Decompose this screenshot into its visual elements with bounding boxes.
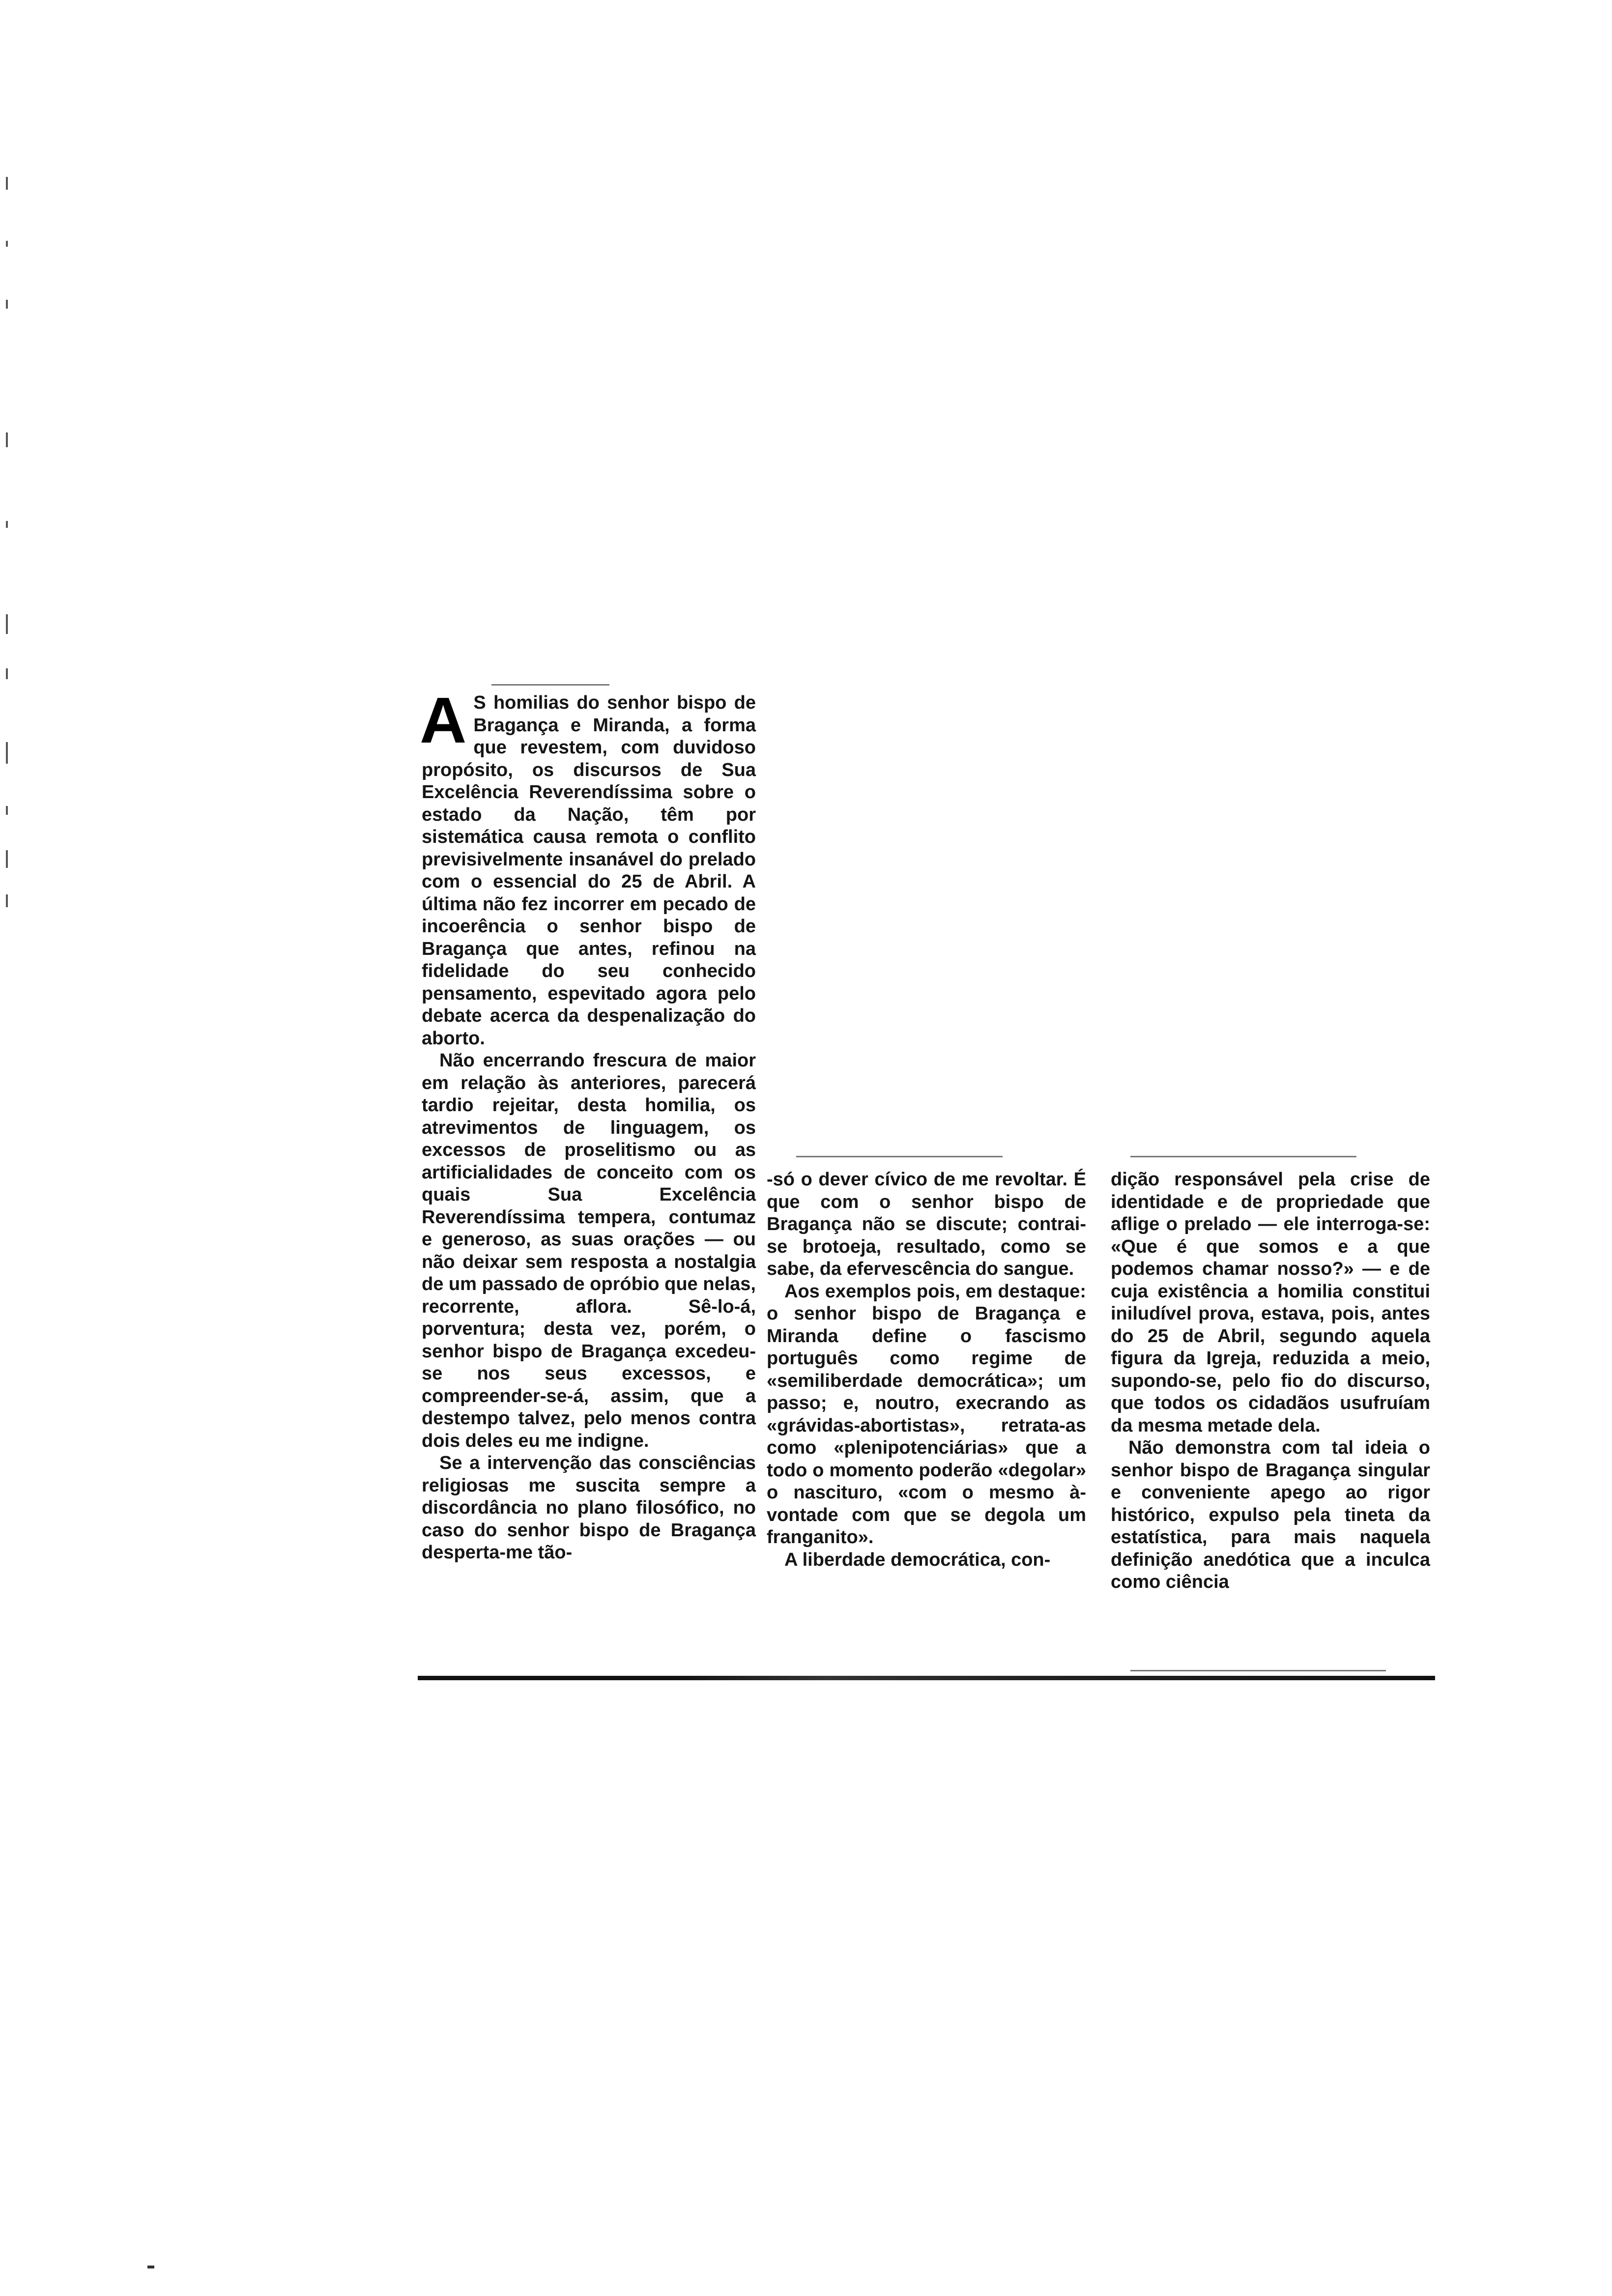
- clipping-edge-speckle: [491, 684, 609, 686]
- drop-cap: A: [420, 684, 467, 756]
- article-column-1: [420, 684, 756, 1564]
- column-1-paragraph-3: Se a intervenção das consciências religiosas me suscita sempre a discordância no plano filosófico, no caso do senhor bispo de Bragança desperta-me tão-: [422, 1453, 756, 1563]
- clipping-edge-speckle: [796, 1156, 1003, 1157]
- column-2-paragraph-2: Aos exemplos pois, em destaque: o senhor bispo de Bragança e Miranda define o fascismo português como regime de «semiliberdade democrática»; um passo; e, noutro, execrando as «grávidas-abortistas», retrata-as como «plenipotenciárias» que a todo o momento poderão «degolar» o nascituro, «com o mesmo à-vontade com que se degola um franganito».: [767, 1281, 1086, 1548]
- column-3-paragraph-1: dição responsável pela crise de identidade e de propriedade que aflige o prelado — ele interroga-se: «Que é que somos e a que podemos chamar nosso?» — e de cuja existência a homilia constitui iniludível prova, estava, pois, antes do 25 de Abril, segundo aquela figura da Igreja, reduzida a meio, supondo-se, pelo fio do discurso, que todos os cidadãos usufruíam da mesma metade dela.: [1111, 1169, 1430, 1436]
- clipping-edge-speckle: [1130, 1670, 1386, 1671]
- column-3-paragraph-2: Não demonstra com tal ideia o senhor bispo de Bragança singular e conveniente apego ao rigor histórico, expulso pela tineta da estatística, para mais naquela definição anedótica que a inculca como ciência: [1111, 1437, 1430, 1592]
- bottom-rule: [418, 1676, 1435, 1680]
- column-1-paragraph-1: [420, 684, 756, 1050]
- column-1-paragraph-1-text: S homilias do senhor bispo de Bragança e Miranda, a forma que revestem, com duvidoso propósito, os discursos de Sua Excelência Reverendíssima sobre o estado da Nação, têm por sistemática causa remota o conflito previsivelmente insanável do prelado com o essencial do 25 de Abril. A última não fez incorrer em pecado de incoerência o senhor bispo de Bragança que antes, refinou na fidelidade do seu conhecido pensamento, espevitado agora pelo debate acerca da despenalização do aborto.: [422, 692, 756, 1049]
- scan-edge-marks: [4, 177, 11, 924]
- column-1-paragraph-2: Não encerrando frescura de maior em relação às anteriores, parecerá tardio rejeitar, desta homilia, os atrevimentos de linguagem, os excessos de proselitismo ou as artificialidades de conceito com os quais Sua Excelência Reverendíssima tempera, contumaz e generoso, as suas orações — ou não deixar sem resposta a nostalgia de um passado de opróbio que nelas, recorrente, aflora. Sê-lo-á, porventura; desta vez, porém, o senhor bispo de Bragança excedeu-se nos seus excessos, e compreender-se-á, assim, que a destempo talvez, pelo menos contra dois deles eu me indigne.: [422, 1050, 756, 1451]
- article-column-3: [1111, 1169, 1430, 1594]
- article-column-2: [767, 1169, 1086, 1571]
- column-2-paragraph-3: A liberdade democrática, con-: [784, 1549, 1051, 1570]
- column-2-paragraph-1: -só o dever cívico de me revoltar. É que com o senhor bispo de Bragança não se discute; contrai-se brotoeja, resultado, como se sabe, da efervescência do sangue.: [767, 1169, 1086, 1279]
- scan-bottom-mark: [147, 2266, 154, 2268]
- clipping-edge-speckle: [1130, 1156, 1356, 1157]
